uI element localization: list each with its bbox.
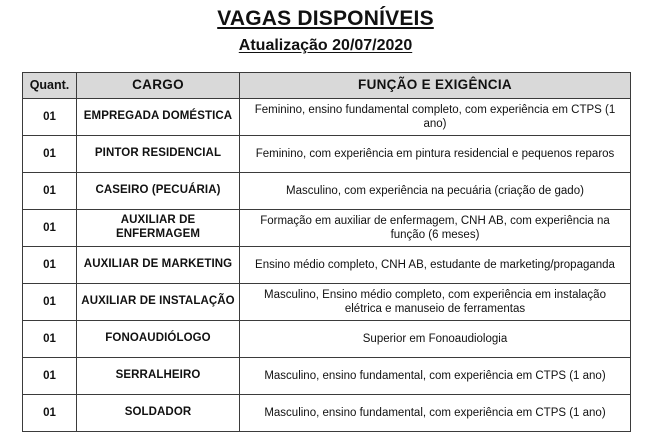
cell-quantity: 01 [23,358,77,395]
cell-quantity: 01 [23,321,77,358]
cell-function-requirements: Masculino, ensino fundamental, com experiência em CTPS (1 ano) [240,358,631,395]
cell-function-requirements: Ensino médio completo, CNH AB, estudante de marketing/propaganda [240,247,631,284]
cell-role: PINTOR RESIDENCIAL [77,136,240,173]
vacancies-table-container [22,72,630,432]
cell-function-requirements: Formação em auxiliar de enfermagem, CNH AB, com experiência na função (6 meses) [240,210,631,247]
cell-role: FONOAUDIÓLOGO [77,321,240,358]
cell-role: CASEIRO (PECUÁRIA) [77,173,240,210]
page-subtitle-update-date: Atualização 20/07/2020 [238,37,413,55]
cell-function-requirements: Feminino, com experiência em pintura residencial e pequenos reparos [240,136,631,173]
page-title: VAGAS DISPONÍVEIS [217,7,434,30]
table-header [23,73,631,99]
cell-function-requirements: Feminino, ensino fundamental completo, com experiência em CTPS (1 ano) [240,99,631,136]
cell-quantity: 01 [23,99,77,136]
main-title-line [0,7,651,31]
cell-quantity: 01 [23,284,77,321]
cell-role: SERRALHEIRO [77,358,240,395]
cell-role: EMPREGADA DOMÉSTICA [77,99,240,136]
cell-role: AUXILIAR DE ENFERMAGEM [77,210,240,247]
cell-function-requirements: Superior em Fonoaudiologia [240,321,631,358]
cell-function-requirements: Masculino, com experiência na pecuária (criação de gado) [240,173,631,210]
table-row [23,210,631,247]
column-header-function-requirements: FUNÇÃO E EXIGÊNCIA [240,73,631,99]
table-row [23,173,631,210]
vacancies-table [22,72,631,432]
cell-role: AUXILIAR DE INSTALAÇÃO [77,284,240,321]
title-block [0,0,651,56]
table-row [23,136,631,173]
sub-title-line [0,37,651,55]
cell-function-requirements: Masculino, ensino fundamental, com experiência em CTPS (1 ano) [240,395,631,432]
column-header-role: CARGO [77,73,240,99]
cell-role: AUXILIAR DE MARKETING [77,247,240,284]
cell-quantity: 01 [23,136,77,173]
cell-quantity: 01 [23,210,77,247]
column-header-quantity: Quant. [23,73,77,99]
table-header-row [23,73,631,99]
table-row [23,99,631,136]
table-row [23,395,631,432]
table-row [23,358,631,395]
table-body [23,99,631,432]
cell-quantity: 01 [23,247,77,284]
table-row [23,247,631,284]
cell-function-requirements: Masculino, Ensino médio completo, com experiência em instalação elétrica e manuseio de ferramentas [240,284,631,321]
table-row [23,321,631,358]
cell-quantity: 01 [23,395,77,432]
table-row [23,284,631,321]
cell-role: SOLDADOR [77,395,240,432]
cell-quantity: 01 [23,173,77,210]
